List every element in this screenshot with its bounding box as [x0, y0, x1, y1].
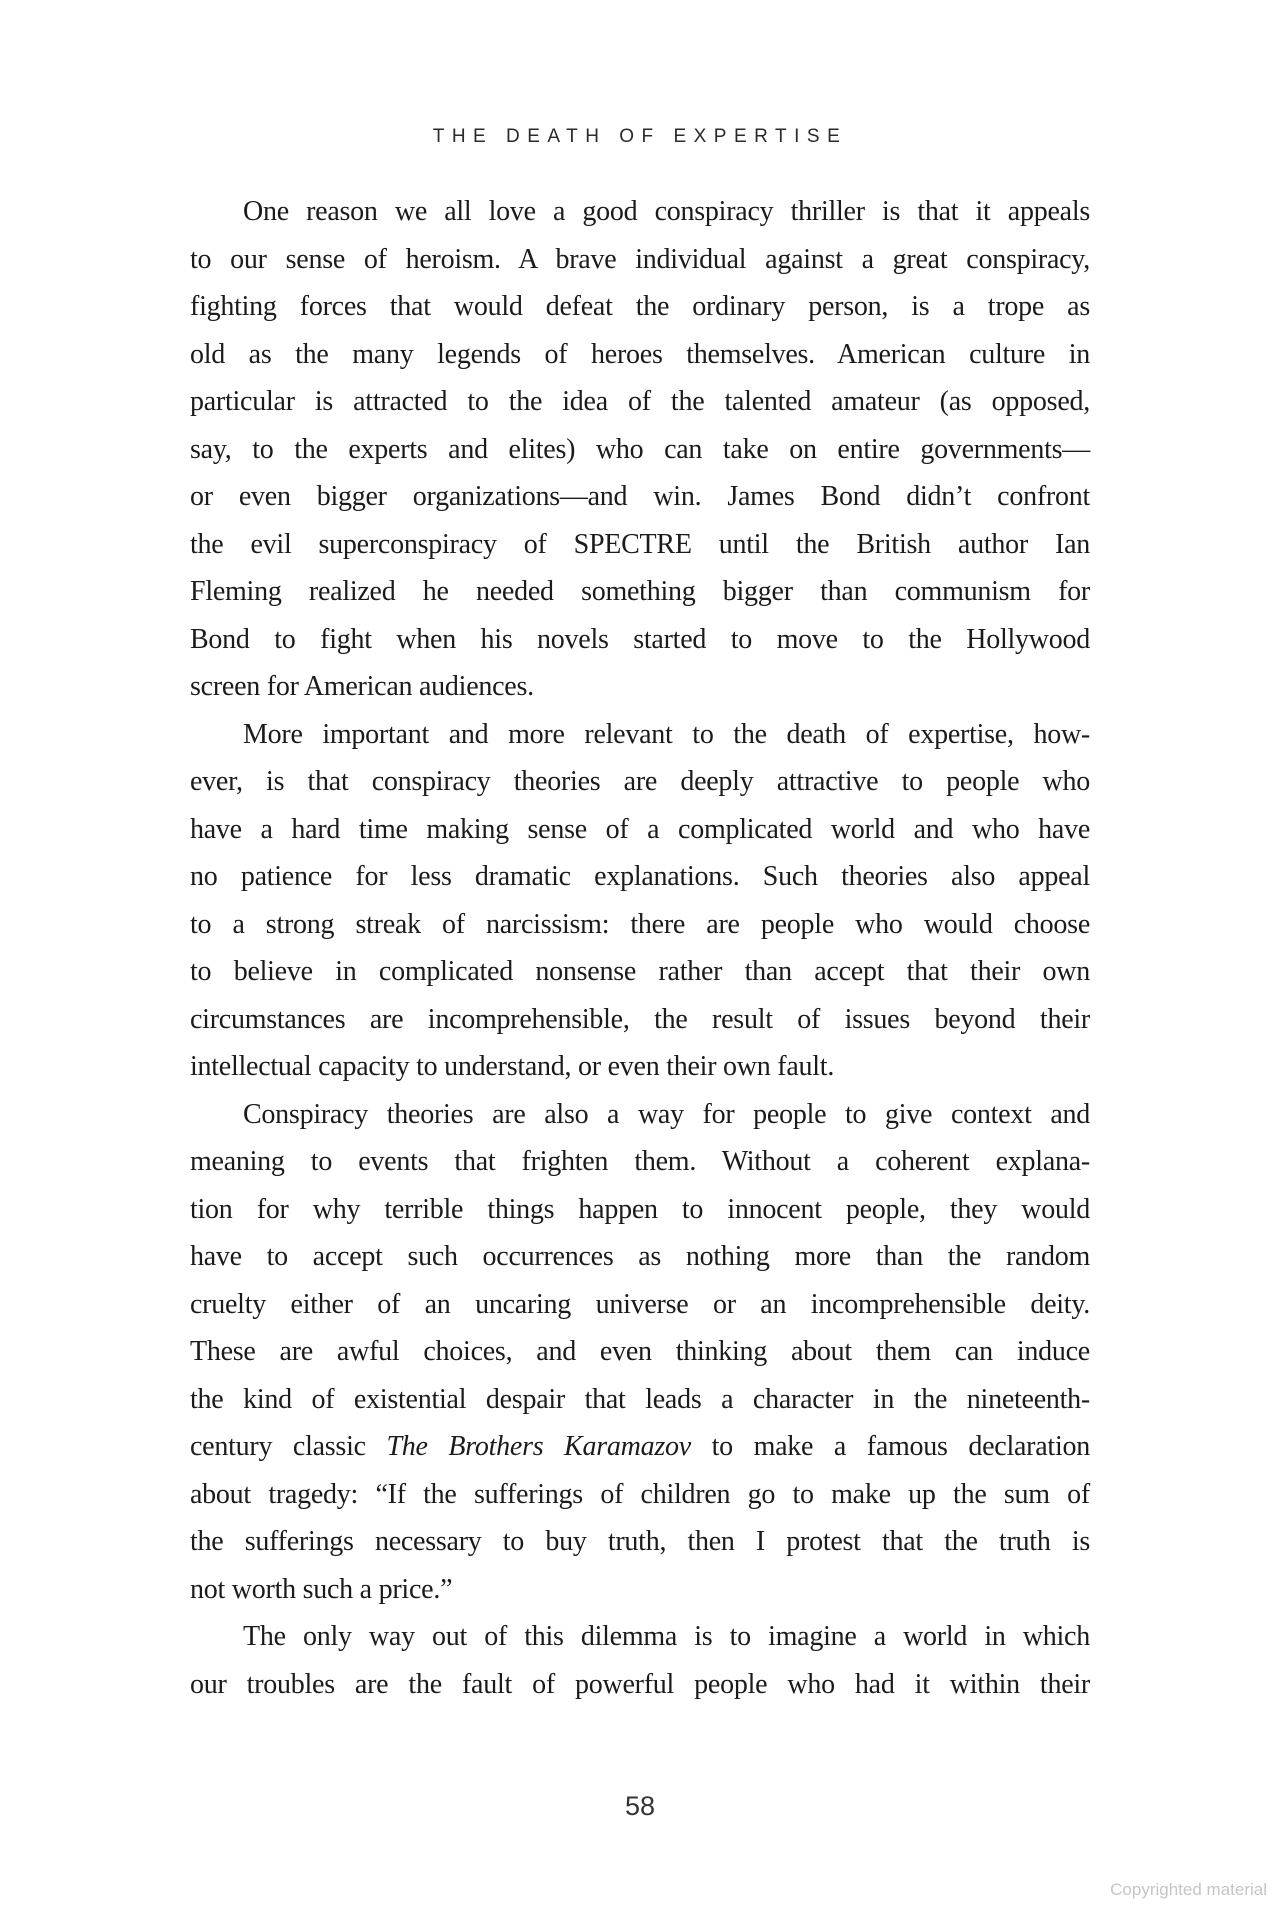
page-column [190, 0, 1090, 1920]
body-line: tion for why terrible things happen to innocent people, they would [190, 1193, 1090, 1225]
body-line: the sufferings necessary to buy truth, then I protest that the truth is [190, 1526, 1090, 1557]
body-line: More important and more relevant to the death of expertise, how- [243, 718, 1090, 750]
running-head: THE DEATH OF EXPERTISE [432, 126, 848, 147]
body-line: One reason we all love a good conspiracy thriller is that it appeals [243, 196, 1090, 227]
body-line: fighting forces that would defeat the ordinary person, is a trope as [190, 291, 1090, 322]
body-line: screen for American audiences. [190, 671, 534, 702]
body-line: have a hard time making sense of a complicated world and who have [190, 813, 1090, 845]
body-line: the evil superconspiracy of SPECTRE until the British author Ian [190, 528, 1090, 560]
body-line: old as the many legends of heroes themselves. American culture in [190, 338, 1090, 370]
body-line: meaning to events that frighten them. Without a coherent explana- [190, 1146, 1090, 1177]
body-line: particular is attracted to the idea of the talented amateur (as opposed, [190, 386, 1090, 417]
body-line: These are awful choices, and even thinking about them can induce [190, 1336, 1090, 1367]
paragraph [190, 1091, 1090, 1614]
body-line: intellectual capacity to understand, or even their own fault. [190, 1051, 835, 1082]
body-line: cruelty either of an uncaring universe or an incomprehensible deity. [190, 1288, 1090, 1320]
paragraph [190, 711, 1090, 1091]
body-line: or even bigger organizations—and win. James Bond didn’t confront [190, 481, 1090, 512]
body-line: to a strong streak of narcissism: there are people who would choose [190, 908, 1090, 940]
body-line: our troubles are the fault of powerful people who had it within their [190, 1668, 1090, 1700]
body-line: to believe in complicated nonsense rather than accept that their own [190, 956, 1090, 987]
body-line: circumstances are incomprehensible, the result of issues beyond their [190, 1003, 1090, 1035]
body-line: The only way out of this dilemma is to imagine a world in which [243, 1621, 1090, 1652]
body-line: no patience for less dramatic explanations. Such theories also appeal [190, 861, 1090, 892]
page-number: 58 [624, 1791, 656, 1821]
body-line: ever, is that conspiracy theories are deeply attractive to people who [190, 766, 1090, 797]
body-line: have to accept such occurrences as nothing more than the random [190, 1241, 1090, 1272]
copyright-watermark: Copyrighted material [1110, 1880, 1267, 1899]
body-line: to our sense of heroism. A brave individual against a great conspiracy, [190, 243, 1090, 275]
body-line: Fleming realized he needed something bigger than communism for [190, 576, 1090, 607]
body-line: the kind of existential despair that leads a character in the nineteenth- [190, 1383, 1090, 1415]
body-line: Bond to fight when his novels started to move to the Hollywood [190, 623, 1090, 655]
body-line: not worth such a price.” [190, 1573, 453, 1605]
body-line: century classic The Brothers Karamazov to make a famous declaration [190, 1431, 1090, 1462]
body-line: about tragedy: “If the sufferings of children go to make up the sum of [190, 1478, 1090, 1510]
paragraph [190, 1613, 1090, 1708]
body-line: Conspiracy theories are also a way for people to give context and [243, 1098, 1090, 1130]
body-text-block [190, 188, 1090, 1708]
paragraph [190, 188, 1090, 711]
body-line: say, to the experts and elites) who can take on entire governments— [190, 433, 1090, 465]
